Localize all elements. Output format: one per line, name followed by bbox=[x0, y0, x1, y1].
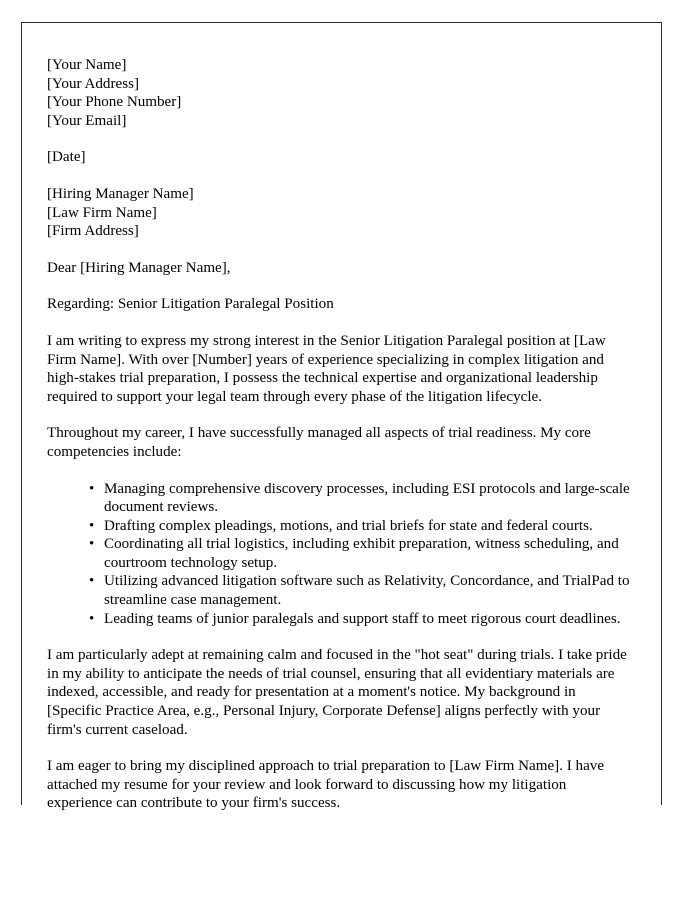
sender-phone-line: [Your Phone Number] bbox=[47, 94, 182, 111]
document-page bbox=[21, 22, 662, 812]
sender-address-line: [Your Address] bbox=[47, 75, 139, 92]
sender-name-line: [Your Name] bbox=[47, 57, 127, 73]
list-item: • Leading teams of junior paralegals and support staff to meet rigorous court deadlines. bbox=[89, 610, 632, 629]
recipient-address-line: [Firm Address] bbox=[47, 223, 139, 240]
list-item: • Coordinating all trial logistics, including exhibit preparation, witness scheduling, and courtroom technology setup. bbox=[89, 535, 632, 572]
date-line: [Date] bbox=[47, 149, 86, 166]
subject-line: Regarding: Senior Litigation Paralegal Position bbox=[47, 296, 334, 313]
paragraph-intro: I am writing to express my strong interest in the Senior Litigation Paralegal position at [Law Firm Name]. With over [Number] years of experience specializing in complex litigation and high-stakes trial preparation, I possess the technical expertise and organizational leadership required to support your legal team through every phase of the litigation lifecycle. bbox=[47, 332, 606, 405]
paragraph-hot-seat: I am particularly adept at remaining calm and focused in the "hot seat" during trials. I take pride in my ability to anticipate the needs of trial counsel, ensuring that all evidentiary materials are indexed, accessible, and ready for presentation at a moment's notice. My background in [Specific Practice Area, e.g., Personal Injury, Corporate Defense] aligns perfectly with your firm's current caseload. bbox=[47, 647, 627, 738]
paragraph-closing: I am eager to bring my disciplined approach to trial preparation to [Law Firm Name]. I have attached my resume for your review and look forward to discussing how my litigation experience can contribute to your firm's success. bbox=[47, 758, 605, 812]
competency-list bbox=[47, 480, 632, 629]
recipient-manager-line: [Hiring Manager Name] bbox=[47, 185, 194, 202]
recipient-address-block bbox=[47, 185, 632, 241]
date-block bbox=[47, 148, 632, 167]
list-item: • Utilizing advanced litigation software such as Relativity, Concordance, and TrialPad to streamline case management. bbox=[89, 572, 632, 609]
list-item: • Managing comprehensive discovery processes, including ESI protocols and large-scale document reviews. bbox=[89, 480, 632, 517]
sender-email-line: [Your Email] bbox=[47, 112, 127, 129]
paragraph-competencies-lead: Throughout my career, I have successfully managed all aspects of trial readiness. My core competencies include: bbox=[47, 425, 591, 460]
sender-address-block bbox=[47, 56, 632, 130]
document-body bbox=[47, 56, 632, 831]
list-item: • Drafting complex pleadings, motions, and trial briefs for state and federal courts. bbox=[89, 517, 632, 536]
salutation: Dear [Hiring Manager Name], bbox=[47, 259, 231, 276]
recipient-firm-line: [Law Firm Name] bbox=[47, 204, 157, 221]
